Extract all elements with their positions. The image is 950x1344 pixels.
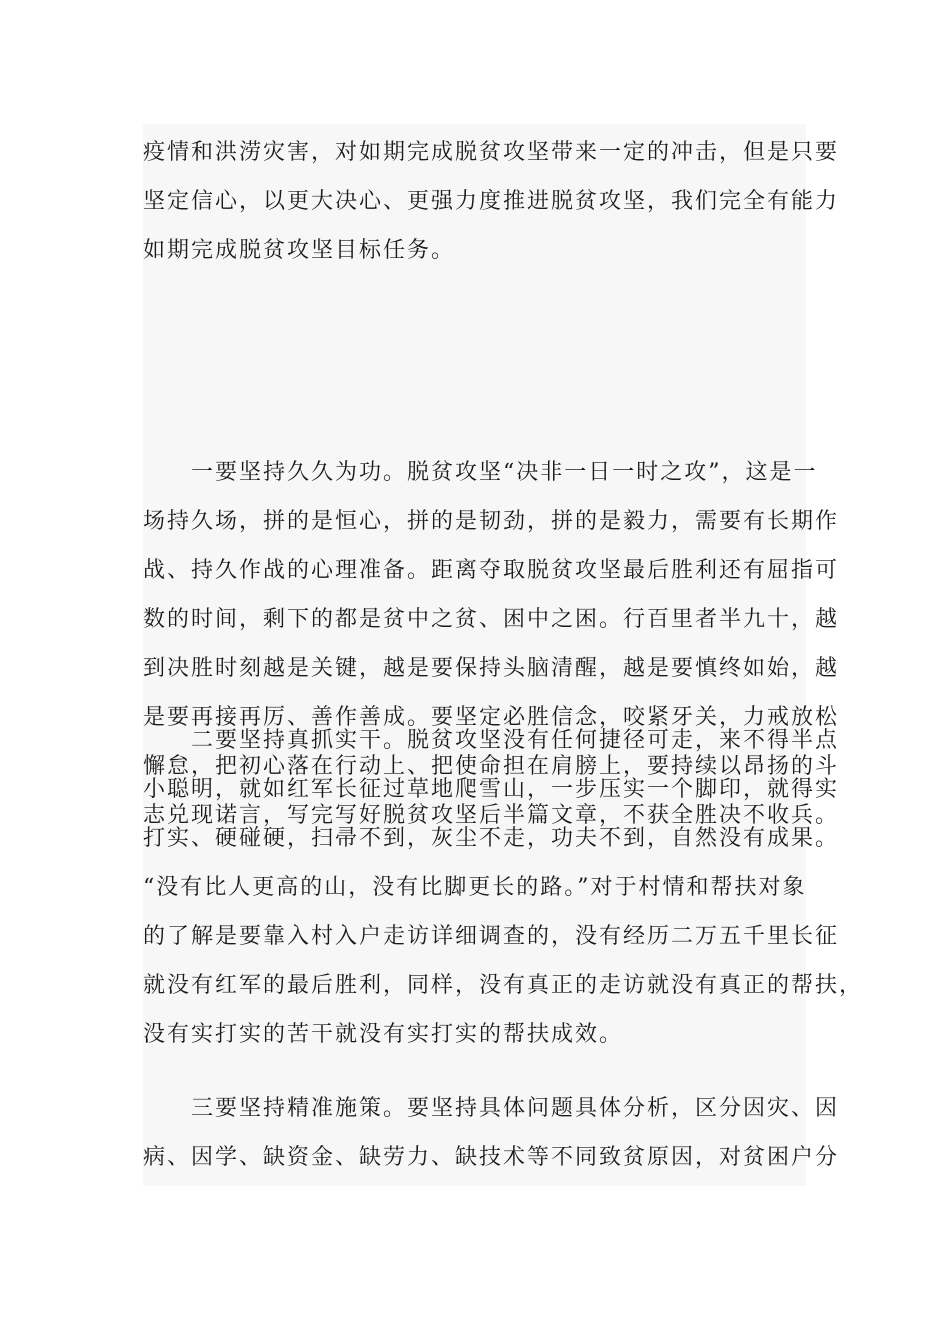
text-line: 场持久场，拼的是恒心，拼的是韧劲，拼的是毅力，需要有长期作 bbox=[143, 509, 840, 534]
text-line: 是要再接再厉、善作善成。要坚定必胜信念，咬紧牙关，力戒放松 bbox=[143, 705, 840, 730]
paragraph-3 bbox=[143, 716, 864, 1059]
text-line: 战、持久作战的心理准备。距离夺取脱贫攻坚最后胜利还有屈指可 bbox=[143, 558, 840, 583]
text-line: 懈怠，把初心落在行动上、把使命担在肩膀上，要持续以昂扬的斗 bbox=[143, 754, 840, 779]
text-line: 三要坚持精准施策。要坚持具体问题具体分析，区分因灾、因 bbox=[191, 1096, 840, 1121]
text-line: 病、因学、缺资金、缺劳力、缺技术等不同致贫原因，对贫困户分 bbox=[143, 1145, 840, 1170]
text-line: 没有实打实的苦干就没有实打实的帮扶成效。 bbox=[143, 1022, 624, 1047]
text-line: 疫情和洪涝灾害，对如期完成脱贫攻坚带来一定的冲击，但是只要 bbox=[143, 140, 840, 165]
text-line: 小聪明，就如红军长征过草地爬雪山，一步压实一个脚印，就得实 bbox=[143, 777, 840, 802]
text-line: 打实、硬碰硬，扫帚不到，灰尘不走，功夫不到，自然没有成果。 bbox=[143, 826, 840, 851]
text-line: 二要坚持真抓实干。脱贫攻坚没有任何捷径可走，来不得半点 bbox=[191, 728, 840, 753]
text-line: 到决胜时刻越是关键，越是要保持头脑清醒，越是要慎终如始，越 bbox=[143, 656, 840, 681]
text-line: 就没有红军的最后胜利，同样，没有真正的走访就没有真正的帮扶， bbox=[143, 973, 864, 998]
text-line: 的了解是要靠入村入户走访详细调查的，没有经历二万五千里长征 bbox=[143, 924, 840, 949]
text-line: “没有比人更高的山，没有比脚更长的路。”对于村情和帮扶对象 bbox=[143, 875, 807, 900]
text-line: 一要坚持久久为功。脱贫攻坚“决非一日一时之攻”，这是一 bbox=[191, 460, 818, 485]
text-line: 如期完成脱贫攻坚目标任务。 bbox=[143, 238, 456, 263]
paragraph-1 bbox=[143, 128, 840, 275]
text-line: 数的时间，剩下的都是贫中之贫、困中之困。行百里者半九十，越 bbox=[143, 607, 840, 632]
text-line: 志兑现诺言，写完写好脱贫攻坚后半篇文章，不获全胜决不收兵。 bbox=[143, 803, 840, 828]
paragraph-4 bbox=[143, 1084, 840, 1182]
document-text-area bbox=[143, 124, 864, 1186]
text-line: 坚定信心，以更大决心、更强力度推进脱贫攻坚，我们完全有能力 bbox=[143, 189, 840, 214]
